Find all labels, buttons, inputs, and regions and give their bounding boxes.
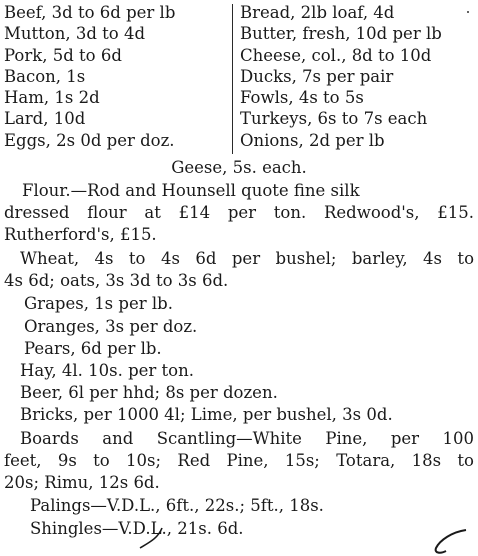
pears-line: Pears, 6d per lb. bbox=[24, 339, 162, 358]
price-row: Butter, fresh, 10d per lb bbox=[240, 24, 442, 44]
price-row: Fowls, 4s to 5s bbox=[240, 88, 364, 108]
paragraph-line: 20s; Rimu, 12s 6d. bbox=[4, 473, 160, 492]
price-row: Mutton, 3d to 4d bbox=[4, 24, 146, 44]
price-row: Bread, 2lb loaf, 4d bbox=[240, 3, 395, 22]
shingles-line: Shingles—V.D.L., 21s. 6d. bbox=[30, 519, 244, 538]
palings-line: Palings—V.D.L., 6ft., 22s.; 5ft., 18s. bbox=[30, 496, 324, 515]
price-row: Pork, 5d to 6d bbox=[4, 45, 122, 65]
price-row: Ham, 1s 2d bbox=[4, 88, 100, 108]
hay-line: Hay, 4l. 10s. per ton. bbox=[20, 361, 194, 380]
paragraph-line: dressed flour at £14 per ton. Redwood's, £15. bbox=[4, 203, 474, 222]
price-row: Eggs, 2s 0d per doz. bbox=[4, 130, 175, 150]
price-row: Beef, 3d to 6d per lb bbox=[4, 3, 176, 22]
bricks-line: Bricks, per 1000 4l; Lime, per bushel, 3s 0d. bbox=[20, 405, 393, 424]
paragraph-line: 4s 6d; oats, 3s 3d to 3s 6d. bbox=[4, 271, 229, 290]
paragraph-line: Flour.—Rod and Hounsell quote fine silk bbox=[22, 181, 360, 200]
geese-line: Geese, 5s. each. bbox=[171, 158, 307, 177]
ink-speck bbox=[467, 11, 469, 13]
price-row: Turkeys, 6s to 7s each bbox=[240, 109, 428, 129]
pen-stroke bbox=[140, 528, 162, 548]
grapes-line: Grapes, 1s per lb. bbox=[24, 294, 173, 313]
oranges-line: Oranges, 3s per doz. bbox=[24, 317, 198, 336]
price-row: Lard, 10d bbox=[4, 109, 86, 129]
paragraph-line: feet, 9s to 10s; Red Pine, 15s; Totara, 18s to bbox=[4, 451, 474, 470]
price-row: Cheese, col., 8d to 10d bbox=[240, 45, 432, 65]
price-row: Onions, 2d per lb bbox=[240, 130, 385, 150]
price-row: Bacon, 1s bbox=[4, 66, 86, 86]
pen-stroke bbox=[436, 530, 466, 553]
beer-line: Beer, 6l per hhd; 8s per dozen. bbox=[20, 383, 278, 402]
paragraph-line: Rutherford's, £15. bbox=[4, 225, 157, 244]
paragraph-line: Boards and Scantling—White Pine, per 100 bbox=[20, 429, 474, 448]
price-row: Ducks, 7s per pair bbox=[240, 66, 394, 86]
paragraph-line: Wheat, 4s to 4s 6d per bushel; barley, 4s to bbox=[20, 249, 474, 268]
